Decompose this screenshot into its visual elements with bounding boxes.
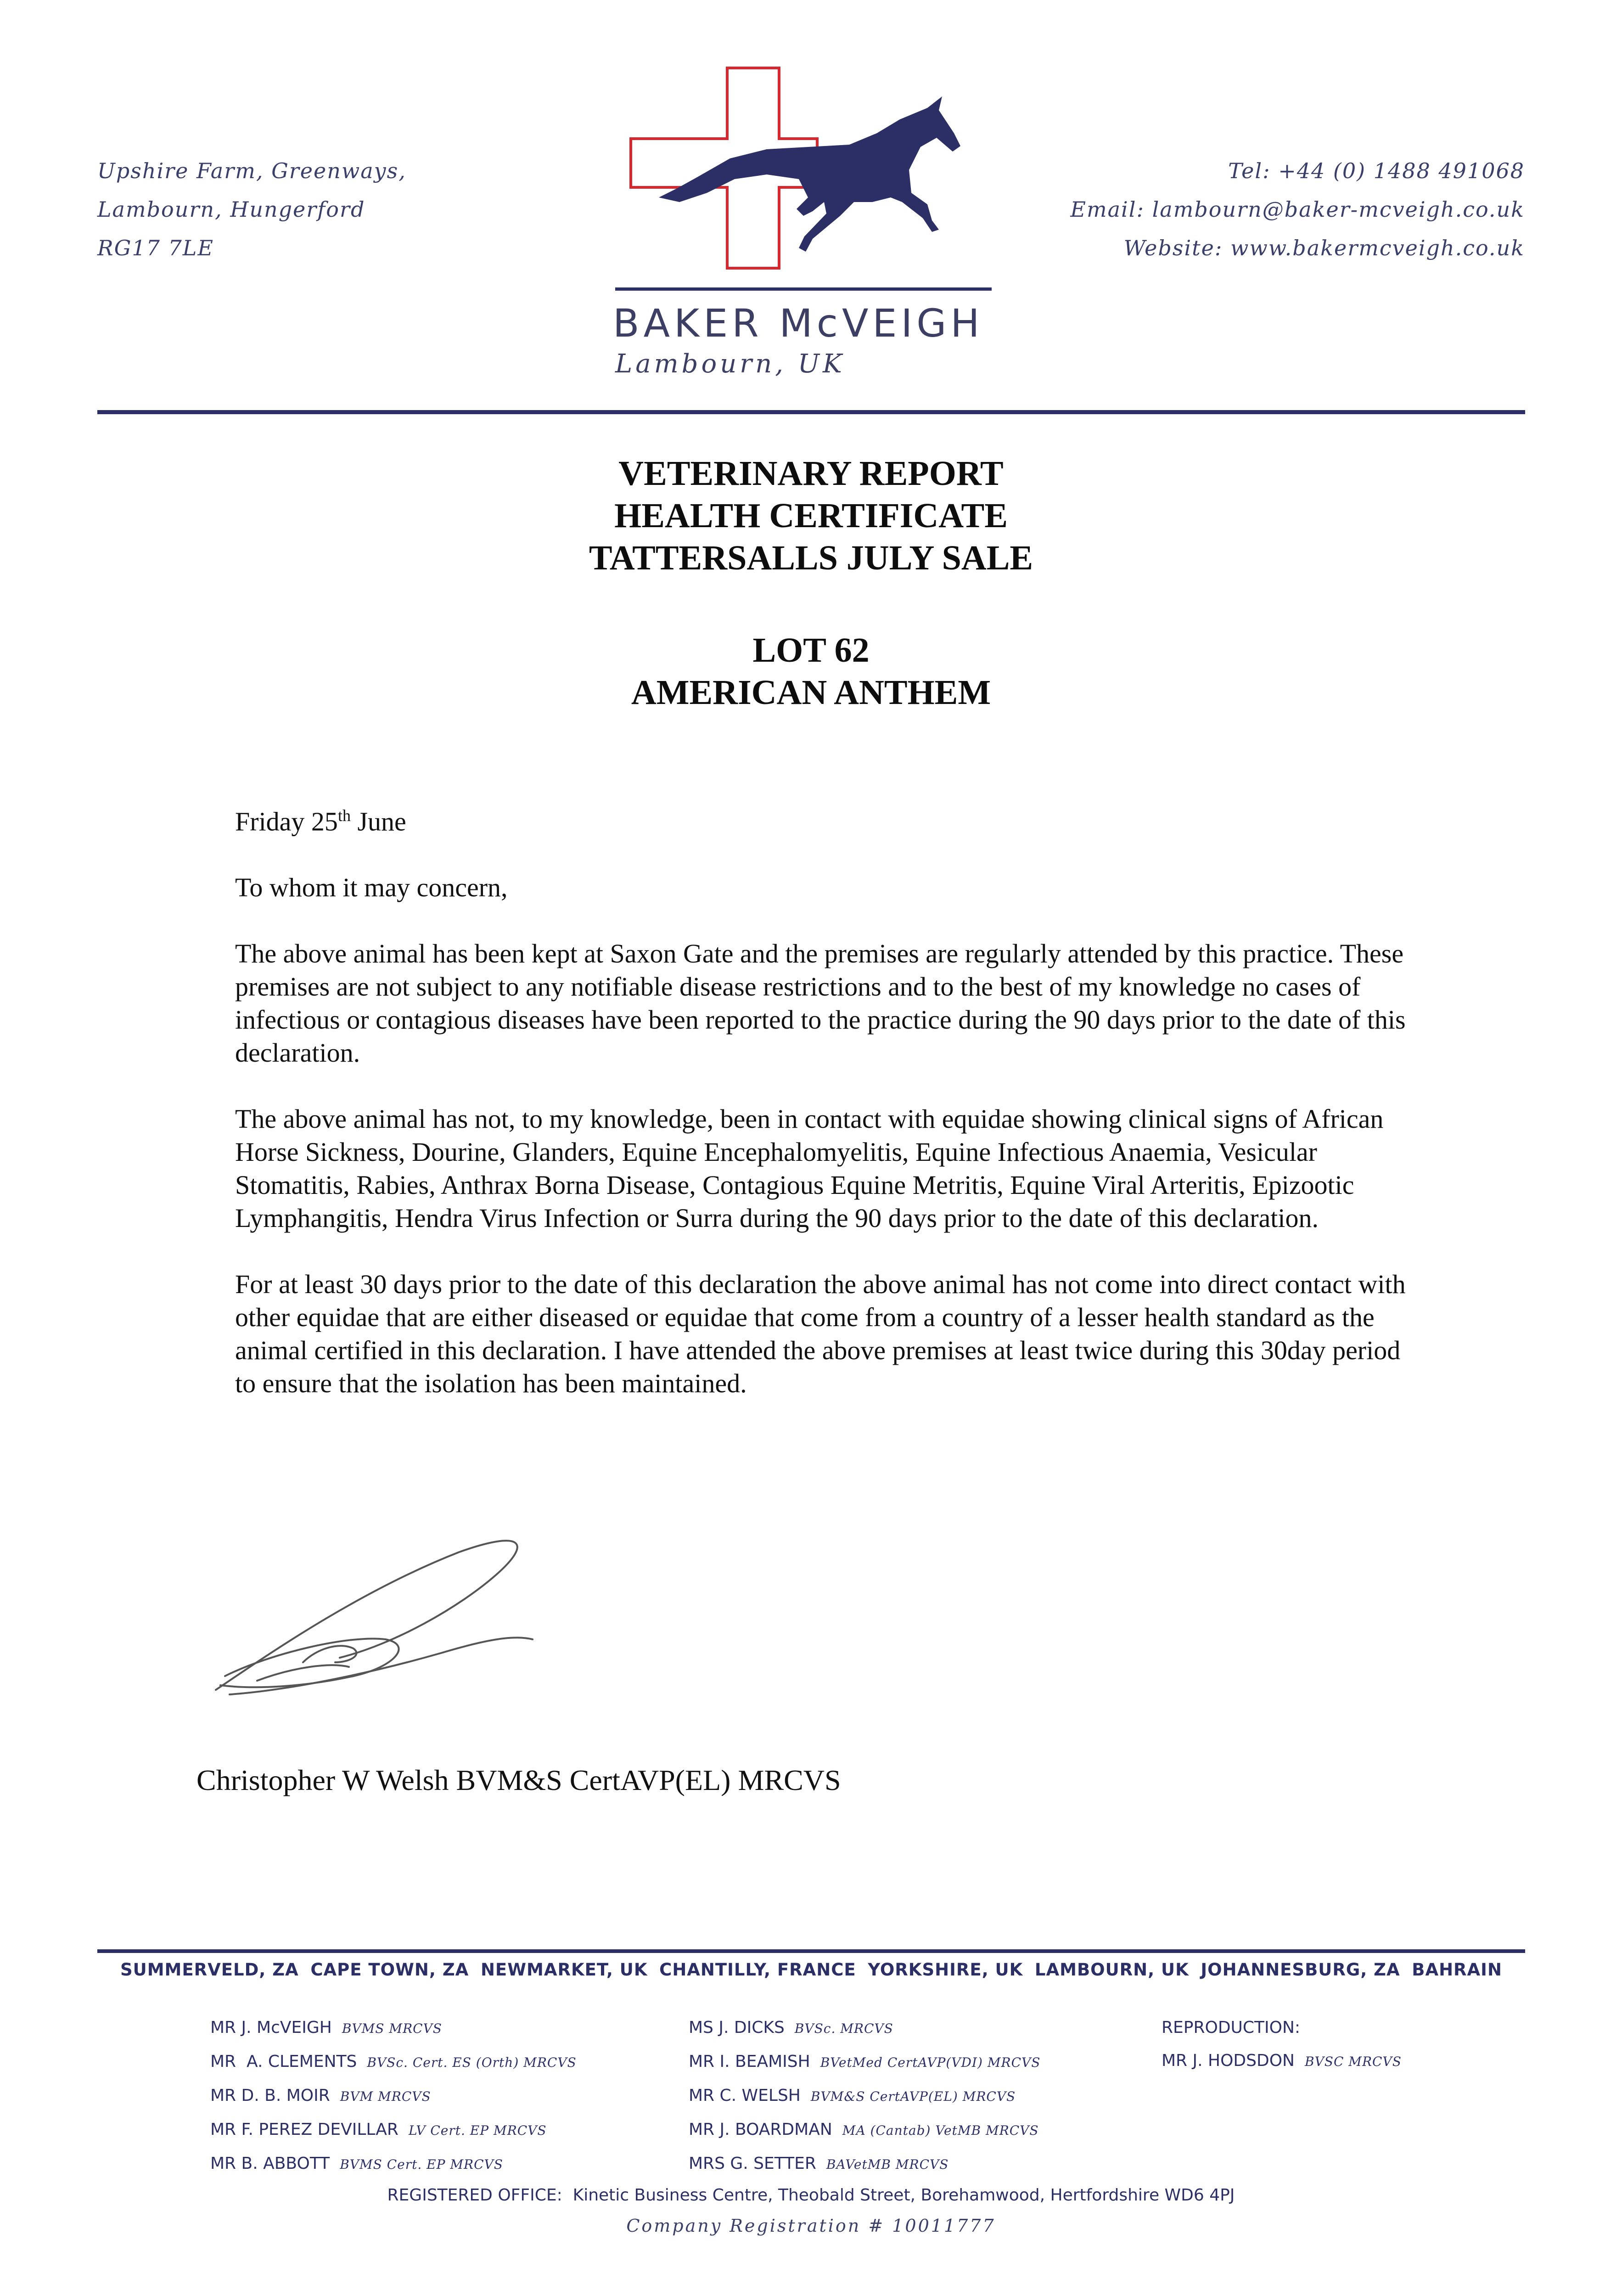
footer-divider: [97, 1949, 1525, 1953]
company-registration: Company Registration # 10011777: [626, 2216, 996, 2236]
lot-number: LOT 62: [752, 631, 870, 670]
office-item: JOHANNESBURG, ZA: [1201, 1960, 1400, 1980]
staff-quals: MA (Cantab) VetMB MRCVS: [842, 2123, 1039, 2138]
registered-office: REGISTERED OFFICE: Kinetic Business Centre, Theobald Street, Borehamwood, Hertfordshire WD6 4PJ: [387, 2186, 1235, 2205]
staff-row: [210, 2079, 577, 2113]
address-line: Lambourn, Hungerford: [97, 197, 365, 222]
staff-quals: BVMS MRCVS: [342, 2021, 442, 2036]
horse-name: AMERICAN ANTHEM: [631, 673, 991, 712]
staff-column-3: [1162, 2011, 1402, 2078]
staff-quals: BAVetMB MRCVS: [826, 2157, 949, 2172]
date-prefix: Friday 25: [235, 806, 338, 837]
staff-row: [210, 2045, 577, 2079]
office-item: SUMMERVELD, ZA: [120, 1960, 299, 1980]
office-item: NEWMARKET, UK: [480, 1960, 648, 1980]
staff-name: MRS G. SETTER: [689, 2154, 816, 2173]
staff-row: [210, 2147, 577, 2181]
staff-row: [689, 2113, 1040, 2147]
signer-name: Christopher W Welsh BVM&S CertAVP(EL) MRCVS: [196, 1764, 841, 1796]
reproduction-label: REPRODUCTION:: [1162, 2018, 1301, 2037]
title-line: HEALTH CERTIFICATE: [614, 496, 1008, 535]
staff-name: MS J. DICKS: [689, 2018, 785, 2037]
office-item: CHANTILLY, FRANCE: [659, 1960, 856, 1980]
practice-address: [97, 152, 511, 267]
staff-name: MR A. CLEMENTS: [210, 2052, 357, 2071]
paragraph-isolation: For at least 30 days prior to the date of this declaration the above animal has not come into direct contact with other equidae that are either diseased or equidae that come from a country of a lesser health standard as the animal certified in this declaration. I have attended the above premises at least twice during this 30day period to ensure that the isolation has been maintained.: [235, 1269, 1406, 1399]
paragraph-contact: The above animal has not, to my knowledge, been in contact with equidae showing clinical signs of African Horse Sickness, Dourine, Glanders, Equine Encephalomyelitis, Equine Infectious Anaemia, Vesicular Stomatitis, Rabies, Anthrax Borna Disease, Contagious Equine Metritis, Equine Viral Arteritis, Epizootic Lymphangitis, Hendra Virus Infection or Surra during the 90 days prior to the date of this declaration.: [235, 1104, 1384, 1233]
staff-row: [689, 2011, 1040, 2045]
staff-name: MR B. ABBOTT: [210, 2154, 330, 2173]
staff-name: MR F. PEREZ DEVILLAR: [210, 2120, 398, 2139]
practice-contact: [1020, 152, 1525, 267]
staff-quals: BVSc. MRCVS: [794, 2021, 893, 2036]
staff-name: MR J. McVEIGH: [210, 2018, 332, 2037]
staff-quals: BVM MRCVS: [340, 2089, 431, 2104]
staff-quals: LV Cert. EP MRCVS: [408, 2123, 547, 2138]
staff-row: [689, 2045, 1040, 2079]
staff-quals: BVSc. Cert. ES (Orth) MRCVS: [367, 2055, 577, 2070]
staff-name: MR I. BEAMISH: [689, 2052, 810, 2071]
staff-quals: BVetMed CertAVP(VDI) MRCVS: [820, 2055, 1041, 2070]
office-item: LAMBOURN, UK: [1034, 1960, 1189, 1980]
staff-row: [1162, 2044, 1402, 2078]
brand-location: Lambourn, UK: [615, 349, 845, 379]
staff-name: MR D. B. MOIR: [210, 2086, 330, 2105]
staff-name: MR C. WELSH: [689, 2086, 801, 2105]
staff-quals: BVM&S CertAVP(EL) MRCVS: [810, 2089, 1016, 2104]
horse-icon: [659, 96, 960, 252]
staff-column-1: [210, 2011, 577, 2181]
report-title: [0, 452, 1622, 579]
signature-scribble: [202, 1525, 578, 1717]
staff-row: [210, 2011, 577, 2045]
email-line: Email: lambourn@baker-mcveigh.co.uk: [1070, 197, 1525, 222]
staff-name: MR J. HODSDON: [1162, 2051, 1295, 2070]
baker-mcveigh-logo: [615, 64, 992, 298]
paragraph-premises: The above animal has been kept at Saxon Gate and the premises are regularly attended by this practice. These premises are not subject to any notifiable disease restrictions and to the best of my knowledge no cases of infectious or contagious diseases have been reported to the practice during the 90 days prior to the date of this declaration.: [235, 939, 1406, 1068]
staff-name: MR J. BOARDMAN: [689, 2120, 832, 2139]
title-line: TATTERSALLS JULY SALE: [589, 539, 1033, 577]
logo-rule: [615, 287, 992, 291]
lot-heading: [0, 629, 1622, 714]
website-line: Website: www.bakermcveigh.co.uk: [1123, 236, 1525, 260]
letter-body: [235, 799, 1410, 1400]
office-item: YORKSHIRE, UK: [868, 1960, 1023, 1980]
title-line: VETERINARY REPORT: [618, 454, 1004, 493]
office-item: BAHRAIN: [1412, 1960, 1502, 1980]
staff-quals: BVMS Cert. EP MRCVS: [340, 2157, 503, 2172]
staff-column-2: [689, 2011, 1040, 2181]
date-suffix: June: [350, 806, 406, 837]
date-ordinal: th: [337, 806, 351, 825]
staff-row: [689, 2147, 1040, 2181]
salutation: To whom it may concern,: [235, 872, 508, 903]
office-item: CAPE TOWN, ZA: [310, 1960, 469, 1980]
header-divider: [97, 410, 1525, 414]
staff-quals: BVSC MRCVS: [1305, 2054, 1402, 2069]
staff-row: [210, 2113, 577, 2147]
staff-row: [689, 2079, 1040, 2113]
letter-date: [235, 799, 1410, 838]
address-line: Upshire Farm, Greenways,: [97, 158, 406, 183]
office-locations: [97, 1960, 1525, 1980]
phone-line: Tel: +44 (0) 1488 491068: [1228, 158, 1525, 183]
brand-name: BAKER McVEIGH: [613, 301, 984, 346]
address-line: RG17 7LE: [97, 236, 214, 260]
